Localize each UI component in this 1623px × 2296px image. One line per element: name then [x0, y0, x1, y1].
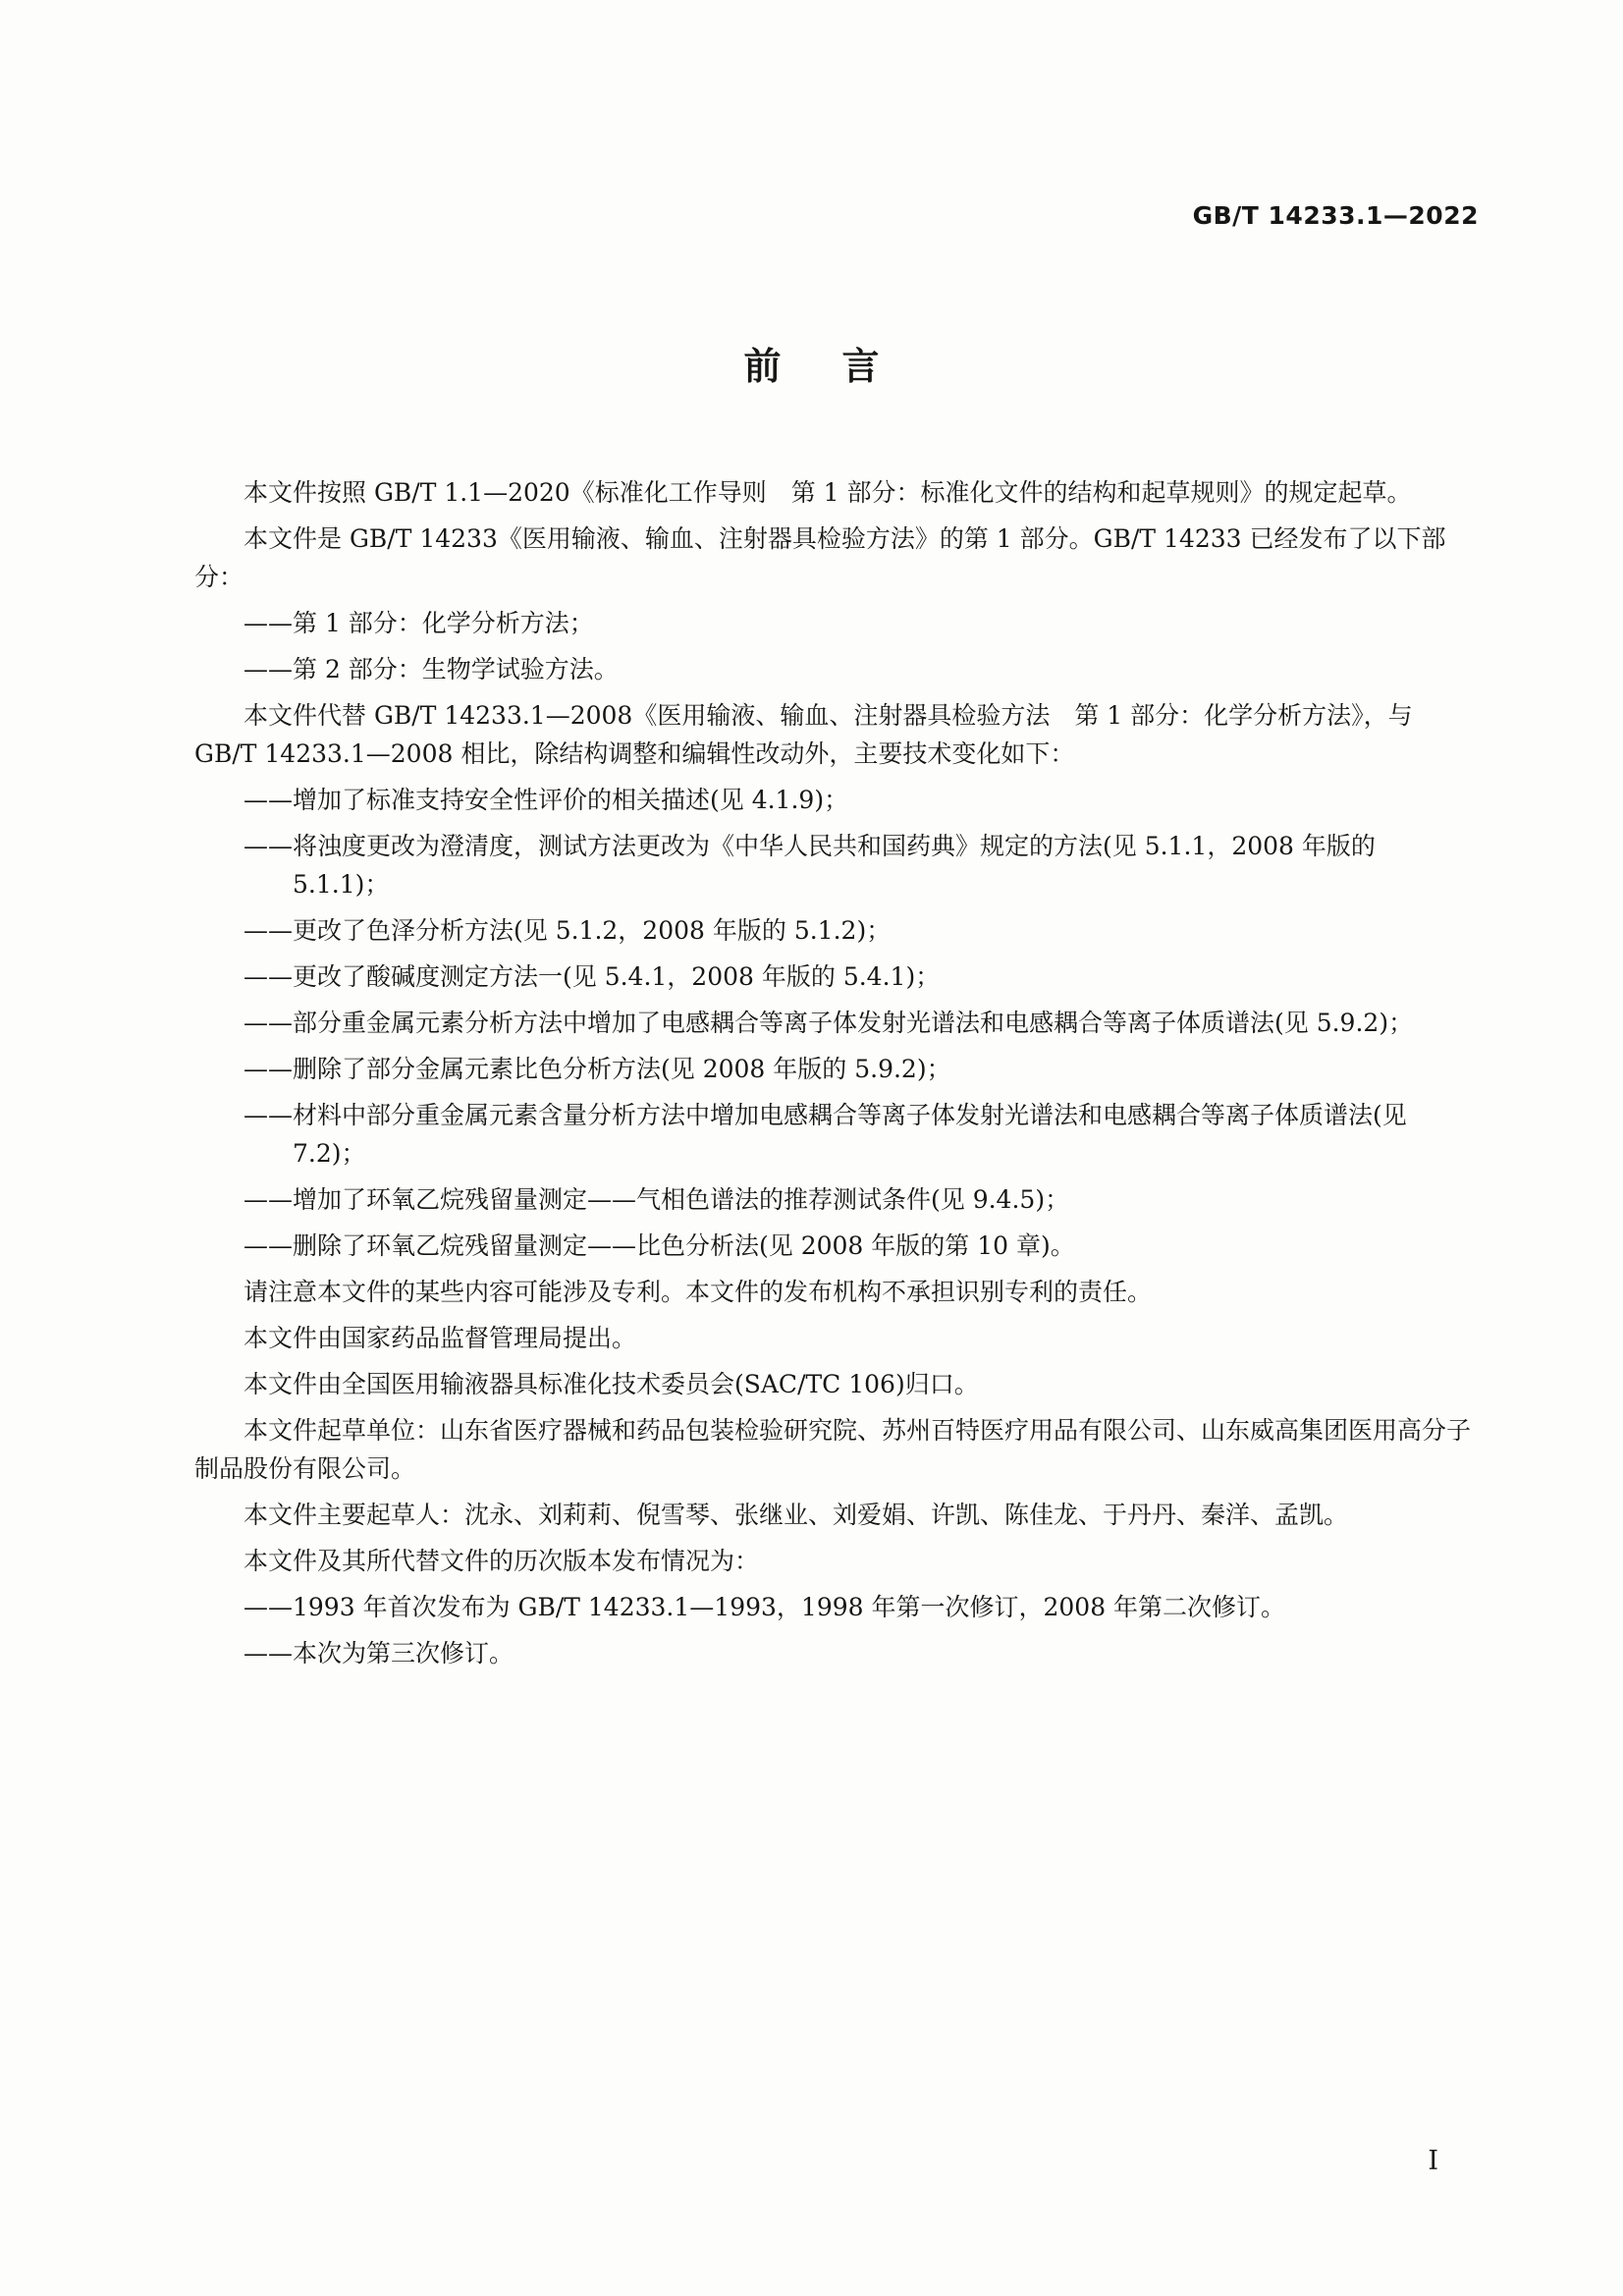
page-title: 前言 — [743, 345, 941, 388]
paragraph: 本文件起草单位：山东省医疗器械和药品包装检验研究院、苏州百特医疗用品有限公司、山东威高集团医用高分子制品股份有限公司。 — [194, 1416, 1472, 1483]
list-item: ——材料中部分重金属元素含量分析方法中增加电感耦合等离子体发射光谱法和电感耦合等离子体质谱法(见 7.2)； — [243, 1101, 1407, 1168]
list-item: ——部分重金属元素分析方法中增加了电感耦合等离子体发射光谱法和电感耦合等离子体质谱法(见 5.9.2)； — [243, 1009, 1414, 1037]
document-body — [194, 473, 1471, 1680]
list-item: ——删除了环氧乙烷残留量测定——比色分析法(见 2008 年版的第 10 章)。 — [243, 1231, 1075, 1260]
standard-number: GB/T 14233.1—2022 — [1192, 201, 1479, 230]
paragraph: 本文件主要起草人：沈永、刘莉莉、倪雪琴、张继业、刘爱娟、许凯、陈佳龙、于丹丹、秦洋、孟凯。 — [243, 1501, 1349, 1529]
list-item: ——更改了色泽分析方法(见 5.1.2，2008 年版的 5.1.2)； — [243, 916, 892, 945]
page-number: I — [1428, 2146, 1438, 2176]
paragraph: 本文件按照 GB/T 1.1—2020《标准化工作导则 第 1 部分：标准化文件的结构和起草规则》的规定起草。 — [243, 478, 1412, 507]
paragraph: 本文件由全国医用输液器具标准化技术委员会(SAC/TC 106)归口。 — [243, 1370, 979, 1398]
list-item: ——删除了部分金属元素比色分析方法(见 2008 年版的 5.9.2)； — [243, 1055, 951, 1083]
paragraph: 本文件是 GB/T 14233《医用输液、输血、注射器具检验方法》的第 1 部分。GB/T 14233 已经发布了以下部分： — [194, 524, 1446, 591]
list-item: ——增加了标准支持安全性评价的相关描述(见 4.1.9)； — [243, 786, 849, 814]
paragraph: 本文件及其所代替文件的历次版本发布情况为： — [243, 1547, 760, 1575]
paragraph: 本文件代替 GB/T 14233.1—2008《医用输液、输血、注射器具检验方法 第 1 部分：化学分析方法》，与 GB/T 14233.1—2008 相比，除结构调整和编辑性改动外，主要技术变化如下： — [194, 701, 1413, 768]
paragraph: 请注意本文件的某些内容可能涉及专利。本文件的发布机构不承担识别专利的责任。 — [243, 1278, 1153, 1306]
list-item: ——第 1 部分：化学分析方法； — [243, 609, 594, 637]
paragraph: 本文件由国家药品监督管理局提出。 — [243, 1324, 637, 1352]
list-item: ——本次为第三次修订。 — [243, 1639, 514, 1667]
list-item: ——第 2 部分：生物学试验方法。 — [243, 655, 619, 683]
list-item: ——1993 年首次发布为 GB/T 14233.1—1993，1998 年第一次修订，2008 年第二次修订。 — [243, 1593, 1286, 1621]
list-item: ——将浊度更改为澄清度，测试方法更改为《中华人民共和国药典》规定的方法(见 5.1.1，2008 年版的 5.1.1)； — [243, 832, 1376, 899]
list-item: ——增加了环氧乙烷残留量测定——气相色谱法的推荐测试条件(见 9.4.5)； — [243, 1185, 1070, 1214]
list-item: ——更改了酸碱度测定方法一(见 5.4.1，2008 年版的 5.4.1)； — [243, 962, 941, 991]
